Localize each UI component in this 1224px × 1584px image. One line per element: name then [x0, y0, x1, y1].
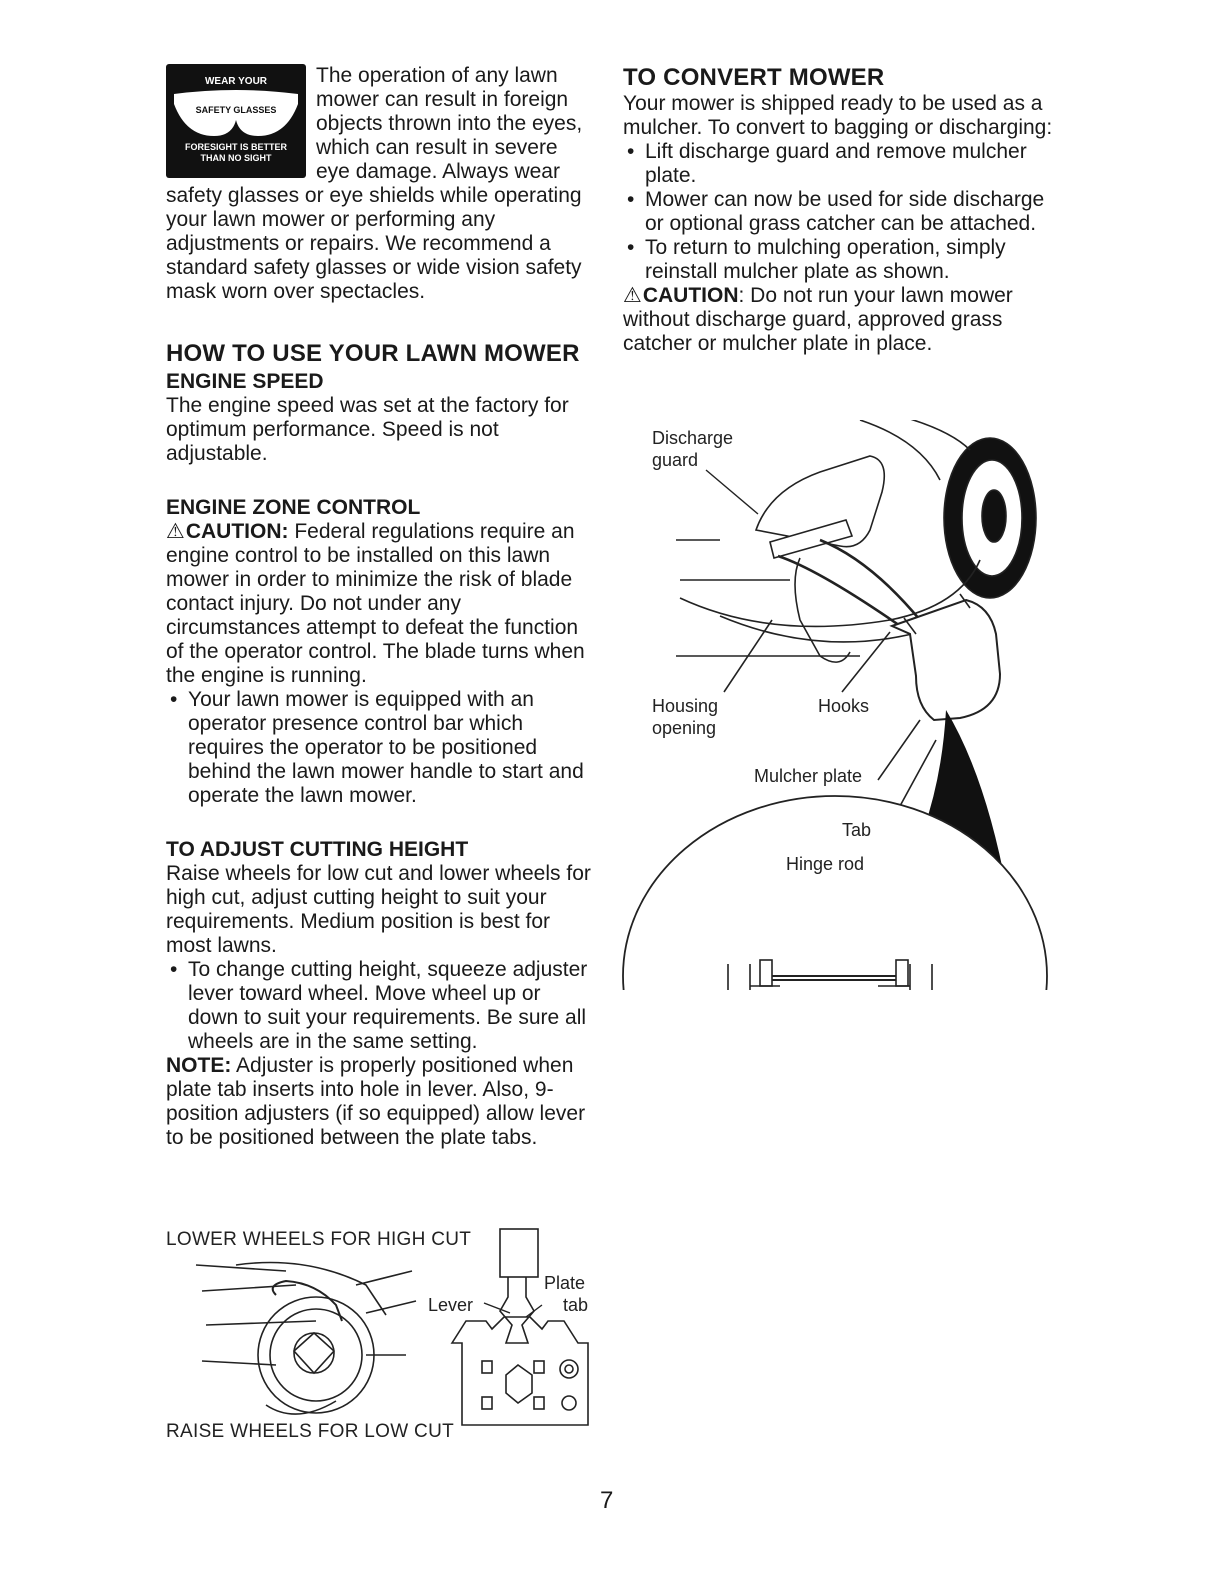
- safety-glasses-badge: [166, 64, 306, 178]
- lower-wheels-caption: LOWER WHEELS FOR HIGH CUT: [166, 1229, 472, 1250]
- engine-zone-caution-label: CAUTION:: [185, 520, 289, 543]
- right-column: [623, 64, 1053, 356]
- tab-label: Tab: [842, 820, 872, 840]
- intro-paragraph: The operation of any lawn mower can result in foreign objects thrown into the eyes, which can result in severe eye damage. Always wear safety glasses or eye shields while operating your lawn mower or performing any adjustments or repairs. We recommend a standard safety glasses or wide vision safety mask worn over spectacles.: [166, 64, 583, 303]
- opening-label: opening: [652, 718, 717, 738]
- badge-line-3a: FORESIGHT IS BETTER: [184, 142, 287, 152]
- guard-label: guard: [652, 450, 699, 470]
- engine-speed-text: The engine speed was set at the factory for optimum performance. Speed is not adjustable.: [166, 394, 569, 465]
- wheel-adjust-drawing: [166, 1225, 596, 1445]
- page-number: 7: [600, 1487, 614, 1514]
- convert-caution-text: : Do not run your lawn mower without discharge guard, approved grass catcher or mulcher plate in place.: [623, 284, 1013, 355]
- convert-bullet: • Mower can now be used for side discharge or optional grass catcher can be attached.: [623, 188, 1053, 236]
- hooks-label: Hooks: [818, 696, 870, 716]
- raise-wheels-caption: RAISE WHEELS FOR LOW CUT: [166, 1421, 455, 1442]
- left-column: [166, 64, 596, 1150]
- warning-triangle-icon: ⚠: [166, 520, 185, 543]
- badge-line-2: SAFETY GLASSES: [195, 105, 277, 115]
- convert-bullet: • Lift discharge guard and remove mulcher plate.: [623, 140, 1053, 188]
- convert-bullet: • To return to mulching operation, simply reinstall mulcher plate as shown.: [623, 236, 1053, 284]
- mulcher-plate-label: Mulcher plate: [754, 766, 863, 786]
- plate-label: Plate: [544, 1273, 586, 1293]
- wheel-adjust-figure: [166, 1225, 596, 1445]
- hinge-rod-label: Hinge rod: [786, 854, 865, 874]
- engine-zone-text: [166, 520, 596, 688]
- cutting-height-bullet: • To change cutting height, squeeze adjuster lever toward wheel. Move wheel up or down to suit your requirements. Be sure all wheels are in the same setting.: [166, 958, 596, 1054]
- convert-caution: [623, 284, 1053, 356]
- engine-zone-heading: ENGINE ZONE CONTROL: [166, 496, 421, 519]
- cutting-height-text: Raise wheels for low cut and lower wheels for high cut, adjust cutting height to suit your requirements. Medium position is best for most lawns.: [166, 862, 591, 957]
- cutting-height-heading: TO ADJUST CUTTING HEIGHT: [166, 838, 469, 861]
- housing-label: Housing: [652, 696, 719, 716]
- cutting-height-note: [166, 1054, 596, 1150]
- plate-tab-label: tab: [563, 1295, 589, 1315]
- warning-triangle-icon: ⚠: [623, 284, 642, 307]
- badge-line-3b: THAN NO SIGHT: [200, 153, 272, 163]
- discharge-label: Discharge: [652, 428, 734, 448]
- engine-speed-heading: ENGINE SPEED: [166, 370, 324, 393]
- badge-line-3: [166, 142, 306, 164]
- mulcher-figure: [620, 420, 1060, 990]
- convert-text: Your mower is shipped ready to be used as a mulcher. To convert to bagging or discharging:: [623, 92, 1053, 139]
- convert-caution-label: CAUTION: [642, 284, 739, 307]
- convert-heading: TO CONVERT MOWER: [623, 64, 885, 91]
- engine-zone-bullet: • Your lawn mower is equipped with an operator presence control bar which requires the operator to be positioned behind the lawn mower handle to start and operate the lawn mower.: [166, 688, 596, 808]
- badge-line-1: WEAR YOUR: [204, 76, 268, 87]
- lever-label: Lever: [428, 1295, 474, 1315]
- engine-zone-list: [166, 688, 596, 808]
- how-to-heading: HOW TO USE YOUR LAWN MOWER: [166, 340, 580, 367]
- engine-zone-caution-text: Federal regulations require an engine control to be installed on this lawn mower in order to minimize the risk of blade contact injury. Do not under any circumstances attempt to defeat the function of the operator control. The blade turns when the engine is running.: [166, 520, 585, 687]
- note-label: NOTE:: [166, 1054, 232, 1077]
- note-text: Adjuster is properly positioned when plate tab inserts into hole in lever. Also, 9-position adjusters (if so equipped) allow lever to be positioned between the plate tabs.: [166, 1054, 586, 1149]
- convert-list: [623, 140, 1053, 284]
- cutting-height-list: [166, 958, 596, 1054]
